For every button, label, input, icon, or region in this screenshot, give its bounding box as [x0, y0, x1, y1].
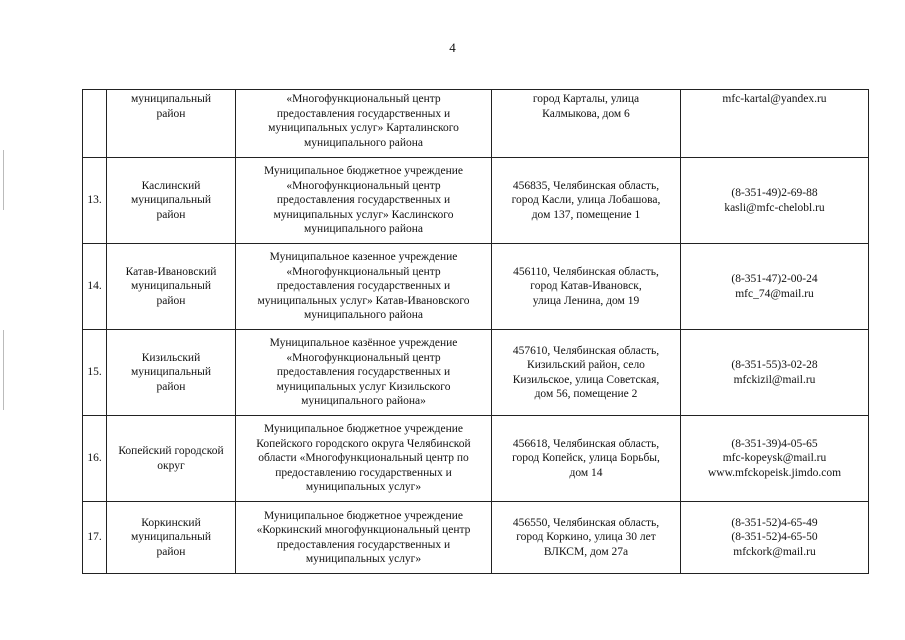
cell-line: mfc_74@mail.ru [735, 287, 814, 300]
cell-line: mfc-kopeysk@mail.ru [722, 452, 827, 465]
organization-cell [236, 330, 492, 416]
cell-line: mfc-kartal@yandex.ru [722, 93, 827, 105]
district-cell [107, 330, 236, 416]
row-number-cell [83, 158, 107, 244]
cell-line: город Катав-Ивановск, [530, 280, 642, 293]
cell-line: дом 14 [569, 466, 603, 479]
cell-line: район [156, 107, 186, 120]
organization-cell [236, 90, 492, 158]
scan-edge-mark [3, 330, 4, 410]
row-number: 15. [87, 366, 102, 379]
row-number-cell [83, 502, 107, 574]
cell-line: области «Многофункциональный центр по [258, 452, 469, 465]
contacts-cell [681, 416, 869, 502]
address-cell [492, 416, 681, 502]
cell-line: Муниципальное бюджетное учреждение [263, 509, 464, 522]
row-number: 17. [87, 531, 102, 544]
organization-cell [236, 158, 492, 244]
contacts-cell [681, 90, 869, 158]
cell-line: район [156, 294, 186, 307]
district-cell [107, 502, 236, 574]
cell-line: Кизильский район, село [527, 359, 645, 371]
cell-line: город Коркино, улица 30 лет [516, 531, 656, 544]
cell-line: муниципальных услуг Кизильского [276, 380, 451, 393]
cell-line: Кизильское, улица Советская, [512, 373, 660, 386]
page-number: 4 [449, 40, 456, 55]
row-number-cell [83, 330, 107, 416]
cell-line: дом 137, помещение 1 [531, 208, 641, 221]
cell-line: Катав-Ивановский [125, 265, 217, 278]
cell-line: (8-351-52)4-65-50 [731, 531, 818, 544]
address-cell [492, 90, 681, 158]
cell-line: «Коркинский многофункциональный центр [256, 524, 471, 536]
cell-line: муниципальный [130, 531, 212, 544]
cell-line: муниципального района [304, 309, 423, 322]
cell-line: (8-351-39)4-05-65 [731, 437, 818, 450]
row-number-cell [83, 90, 107, 158]
address-cell [492, 330, 681, 416]
cell-line: муниципальный [130, 93, 212, 105]
cell-line: mfckizil@mail.ru [733, 373, 816, 386]
cell-line: «Многофункциональный центр [286, 265, 441, 278]
address-cell [492, 244, 681, 330]
contacts-cell [681, 330, 869, 416]
cell-line: дом 56, помещение 2 [534, 388, 638, 400]
cell-line: предоставления государственных и [276, 538, 451, 551]
cell-line: муниципальный [130, 366, 212, 379]
cell-line: «Многофункциональный центр [286, 179, 441, 192]
table-row [83, 90, 869, 158]
cell-line: «Многофункциональный центр [286, 93, 441, 105]
cell-line: (8-351-49)2-69-88 [731, 187, 818, 199]
cell-line: муниципальных услуг» Катав-Ивановского [257, 294, 470, 307]
district-cell [107, 416, 236, 502]
cell-line: 456550, Челябинская область, [512, 516, 660, 529]
district-cell [107, 158, 236, 244]
contacts-cell [681, 158, 869, 244]
cell-line: Муниципальное казенное учреждение [269, 251, 458, 264]
cell-line: Кизильский [141, 351, 201, 364]
cell-line: (8-351-55)3-02-28 [731, 359, 818, 371]
mfc-table [82, 89, 869, 574]
cell-line: Копейского городского округа Челябинской [256, 437, 471, 450]
cell-line: предоставления государственных и [276, 107, 451, 120]
cell-line: муниципальный [130, 194, 212, 207]
cell-line: Муниципальное бюджетное учреждение [263, 165, 464, 178]
cell-line: улица Ленина, дом 19 [532, 294, 640, 307]
row-number: 16. [87, 452, 102, 465]
cell-line: муниципальных услуг» Карталинского [268, 122, 459, 134]
contacts-cell [681, 244, 869, 330]
cell-line: город Копейск, улица Борьбы, [512, 452, 660, 465]
cell-line: муниципальных услуг» Каслинского [273, 208, 454, 221]
table-row [83, 502, 869, 574]
cell-line: 457610, Челябинская область, [512, 344, 660, 357]
cell-line: округ [157, 459, 185, 472]
table-body [83, 90, 869, 574]
row-number: 13. [87, 194, 102, 207]
cell-line: муниципального района [304, 223, 423, 236]
cell-line: предоставления государственных и [276, 280, 451, 293]
cell-line: Коркинский [141, 516, 201, 529]
cell-line: предоставления государственных и [276, 366, 451, 379]
cell-line: Копейский городской [118, 445, 224, 457]
cell-line: 456618, Челябинская область, [512, 437, 660, 450]
address-cell [492, 502, 681, 574]
table-row [83, 244, 869, 330]
cell-line: «Многофункциональный центр [286, 351, 441, 364]
address-cell [492, 158, 681, 244]
cell-line: предоставления государственных и [276, 194, 451, 207]
cell-line: муниципальный [130, 280, 212, 293]
organization-cell [236, 244, 492, 330]
cell-line: район [156, 208, 186, 221]
organization-cell [236, 502, 492, 574]
cell-line: (8-351-47)2-00-24 [731, 273, 818, 285]
district-cell [107, 90, 236, 158]
cell-line: Каслинский [141, 179, 201, 192]
table-row [83, 330, 869, 416]
cell-line: район [156, 545, 186, 558]
row-number-cell [83, 416, 107, 502]
scan-edge-mark [3, 150, 4, 210]
cell-line: город Карталы, улица [532, 93, 640, 105]
table-row [83, 158, 869, 244]
organization-cell [236, 416, 492, 502]
cell-line: муниципальных услуг» [305, 553, 422, 565]
cell-line: муниципальных услуг» [305, 481, 422, 494]
cell-line: муниципального района» [301, 395, 426, 408]
contacts-cell [681, 502, 869, 574]
cell-line: Муниципальное казённое учреждение [269, 337, 458, 350]
cell-line: (8-351-52)4-65-49 [731, 516, 818, 529]
cell-line: www.mfckopeisk.jimdo.com [707, 466, 842, 479]
row-number-cell [83, 244, 107, 330]
cell-line: район [156, 380, 186, 393]
cell-line: предоставлению государственных и [275, 466, 452, 479]
cell-line: ВЛКСМ, дом 27а [543, 545, 629, 558]
district-cell [107, 244, 236, 330]
cell-line: Калмыкова, дом 6 [542, 107, 630, 120]
table-row [83, 416, 869, 502]
row-number: 14. [87, 280, 102, 293]
cell-line: Муниципальное бюджетное учреждение [263, 423, 464, 436]
cell-line: kasli@mfc-chelobl.ru [724, 201, 825, 214]
cell-line: город Касли, улица Лобашова, [511, 194, 661, 207]
cell-line: 456835, Челябинская область, [512, 179, 660, 192]
cell-line: mfckork@mail.ru [733, 545, 816, 558]
cell-line: муниципального района [304, 136, 423, 149]
cell-line: 456110, Челябинская область, [513, 265, 659, 278]
